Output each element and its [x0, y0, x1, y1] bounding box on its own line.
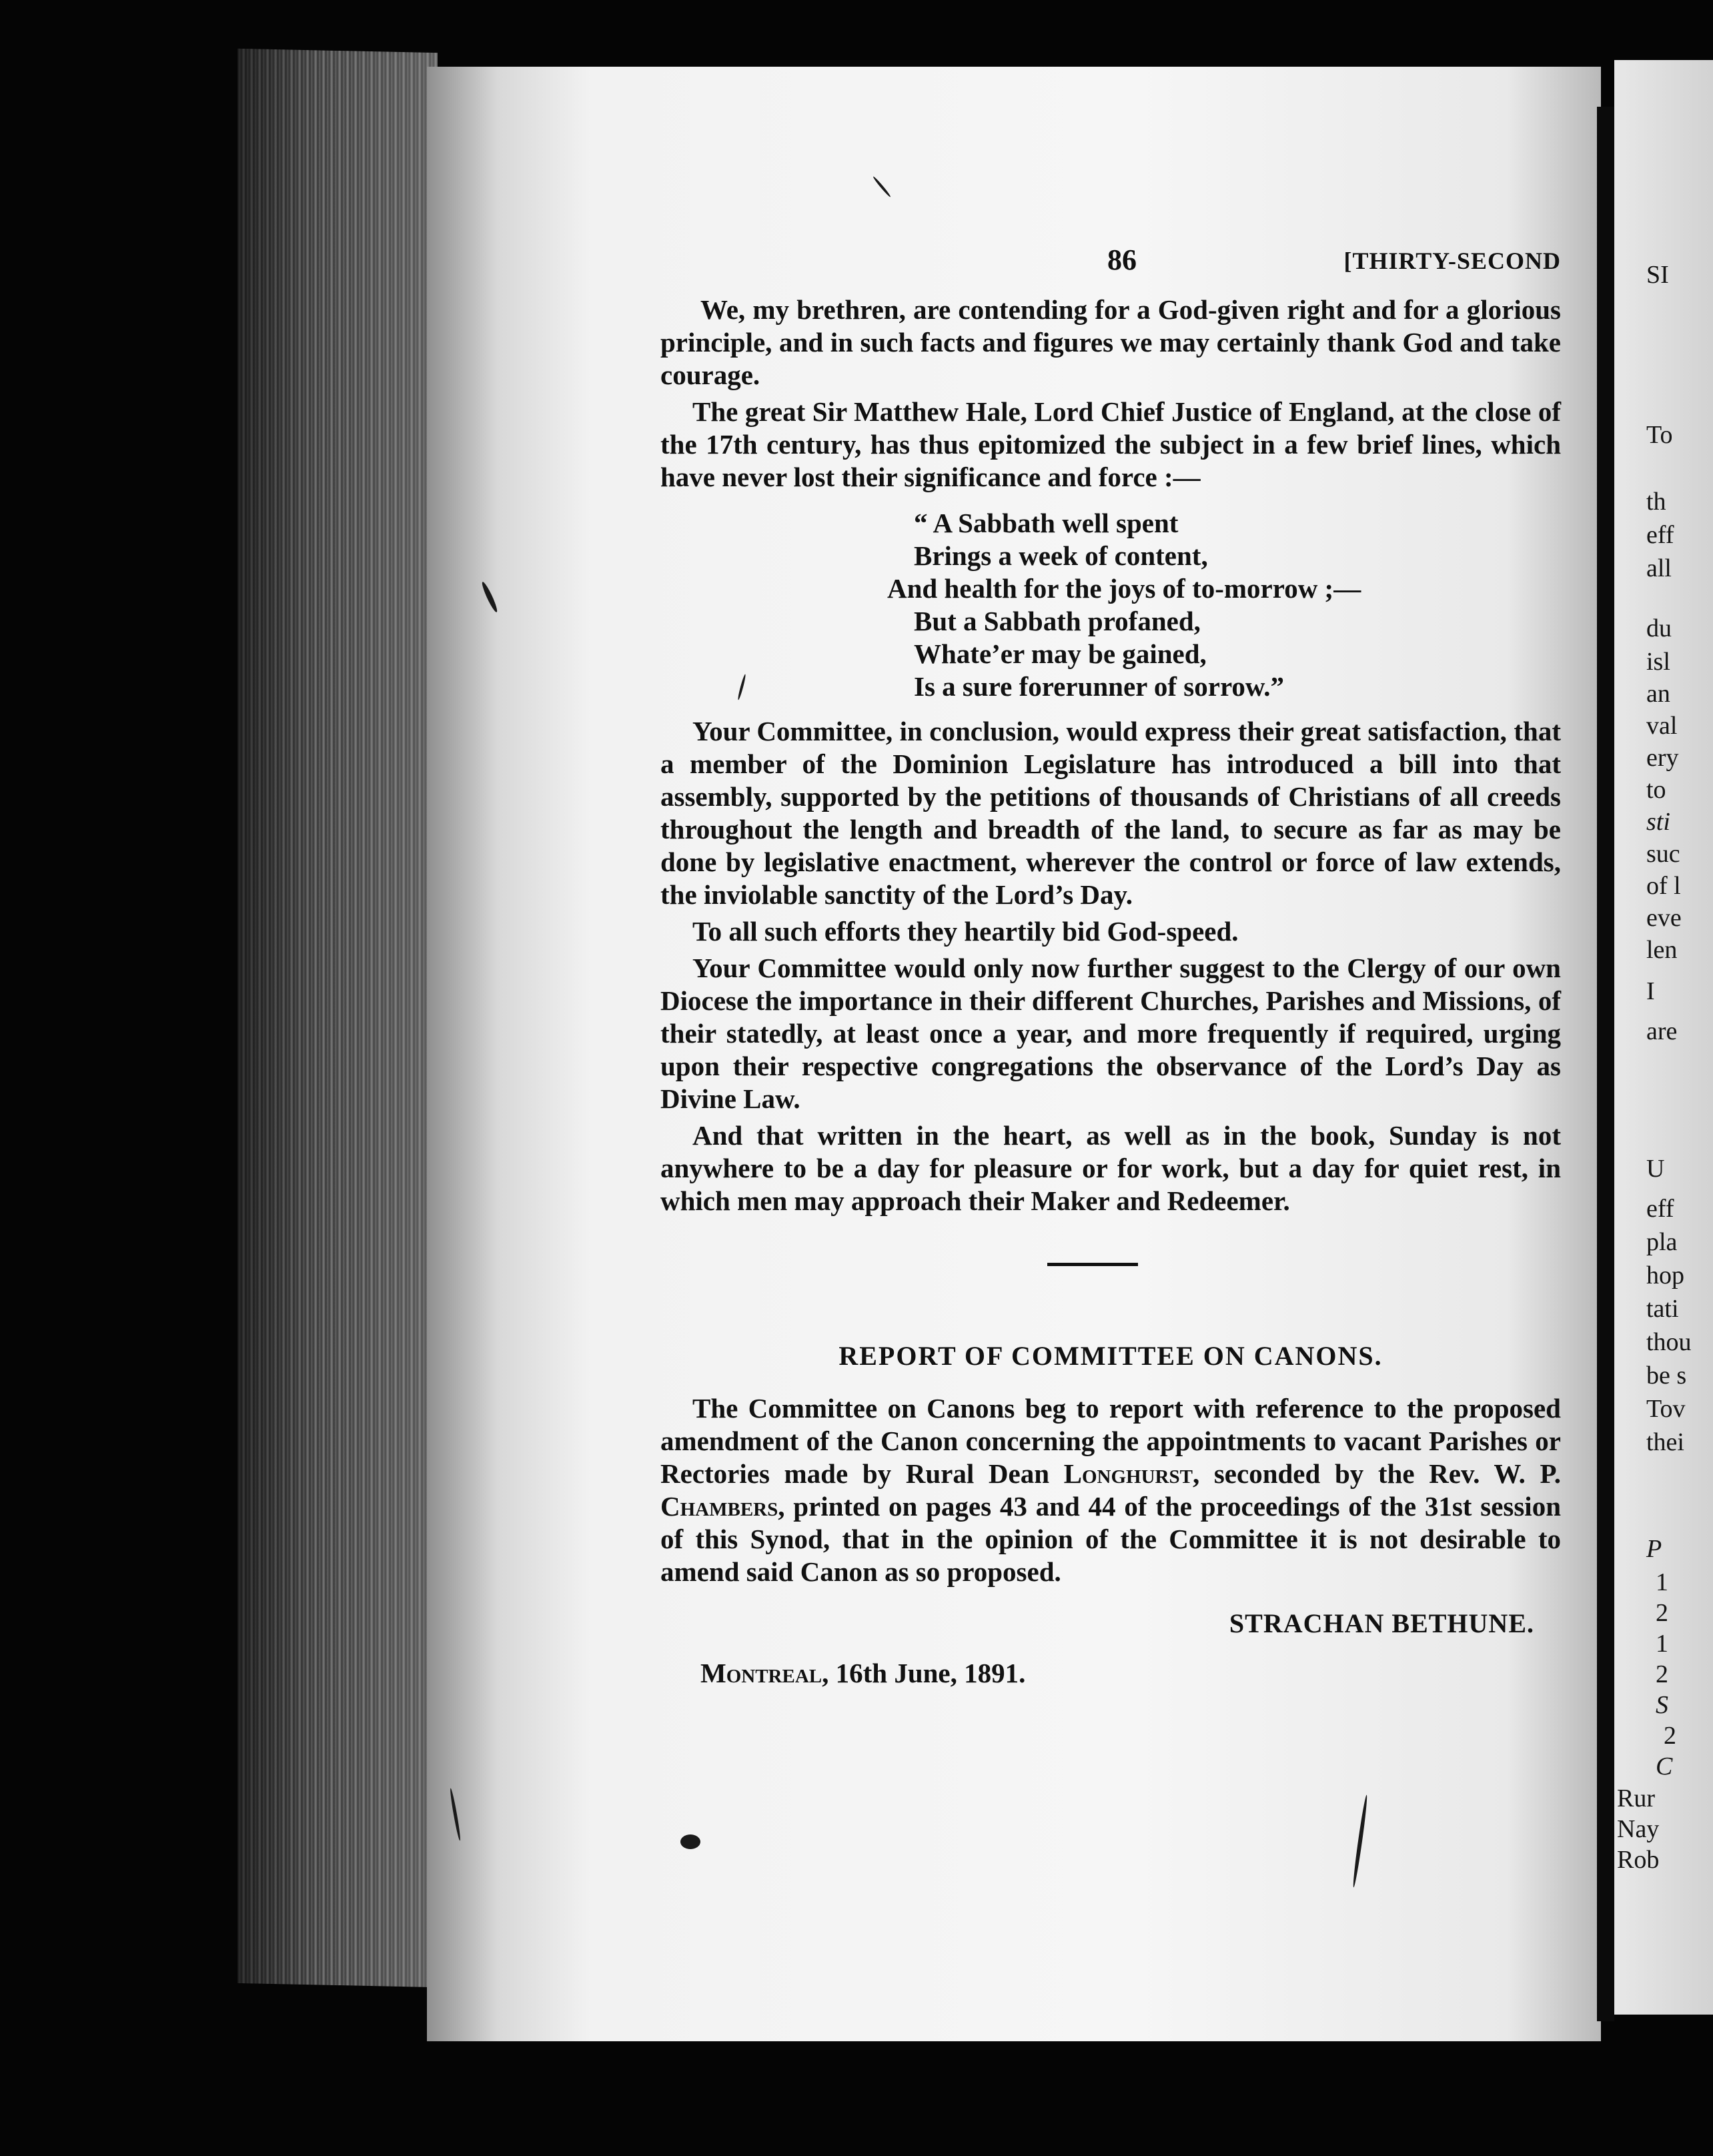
- facing-page-text: isl: [1646, 648, 1670, 676]
- facing-page-text: S: [1656, 1691, 1668, 1719]
- person-name: Longhurst: [1063, 1458, 1193, 1489]
- facing-page-text: thou: [1646, 1328, 1692, 1356]
- facing-page-text: P: [1646, 1535, 1662, 1563]
- page-body: [660, 294, 1561, 1690]
- date-place: Montreal: [700, 1658, 822, 1688]
- facing-page-text: thei: [1646, 1428, 1684, 1456]
- facing-page-text: len: [1646, 936, 1678, 964]
- scan-speck: [680, 1834, 700, 1849]
- facing-page-text: to: [1646, 776, 1666, 804]
- facing-page-text: Tov: [1646, 1395, 1686, 1423]
- report-title: REPORT OF COMMITTEE ON CANONS.: [838, 1341, 1383, 1371]
- facing-page-text: of l: [1646, 872, 1681, 900]
- facing-page-fragment: [1614, 60, 1713, 2015]
- poem-quote: [887, 507, 1561, 703]
- facing-page-text: hop: [1646, 1261, 1684, 1289]
- facing-page-text: To: [1646, 421, 1673, 449]
- facing-page-text: sti: [1646, 808, 1670, 836]
- facing-page-text: du: [1646, 614, 1672, 642]
- facing-page-text: U: [1646, 1155, 1665, 1183]
- dateline: [700, 1657, 1561, 1690]
- paragraph: Your Committee, in conclusion, would express their great satisfaction, that a member of the Dominion Legislature has introduced a bill into that assembly, supported by the petitions of thousands of Christians of all creeds throughout the length and breadth of the land, to secure as far as may be done by legislative enactment, wherever the control or force of law extends, the inviolable sanctity of the Lord’s Day.: [660, 716, 1561, 910]
- facing-page-text: be s: [1646, 1362, 1687, 1390]
- section-divider: [1047, 1263, 1138, 1266]
- facing-page-text: eve: [1646, 904, 1682, 932]
- poem-line: “ A Sabbath well spent: [914, 508, 1179, 538]
- facing-page-text: are: [1646, 1017, 1678, 1045]
- facing-page-text: pla: [1646, 1228, 1678, 1256]
- paragraph: The great Sir Matthew Hale, Lord Chief Justice of England, at the close of the 17th century, has thus epitomized the subject in a few brief lines, which have never lost their significance and force :—: [660, 396, 1561, 492]
- book-page-edges: [237, 49, 438, 1987]
- facing-page-text: val: [1646, 712, 1678, 740]
- report-text: , printed on pages 43 and 44 of the proceedings of the 31st session of this Synod, that in the opinion of the Committee it is not desirable to amend said Canon as so proposed.: [660, 1491, 1561, 1587]
- paragraph: Your Committee would only now further suggest to the Clergy of our own Diocese the importance in their different Churches, Parishes and Missions, of their statedly, at least once a year, and more frequently if required, urging upon their respective congregations the observance of the Lord’s Day as Divine Law.: [660, 953, 1561, 1114]
- report-paragraph: [660, 1392, 1561, 1588]
- facing-page-text: C: [1656, 1752, 1673, 1780]
- poem-line: Is a sure forerunner of sorrow.”: [914, 671, 1285, 702]
- facing-page-text: ery: [1646, 744, 1679, 772]
- paragraph: To all such efforts they heartily bid God-speed.: [692, 916, 1239, 947]
- report-text: The Committee on Canons beg to report with reference to the proposed amendment of the Canon concerning the appointments to vacant Parishes or Rectories made by Rural Dean: [660, 1393, 1561, 1489]
- date-text: , 16th June, 1891.: [822, 1658, 1026, 1688]
- facing-page-text: 2: [1656, 1599, 1668, 1627]
- poem-line: And health for the joys of to-morrow ;—: [887, 573, 1361, 604]
- facing-page-text: Rob: [1617, 1846, 1660, 1874]
- running-head: [THIRTY-SECOND: [1343, 247, 1561, 274]
- page-number: 86: [1107, 243, 1137, 276]
- facing-page-text: I: [1646, 977, 1655, 1005]
- poem-line: But a Sabbath profaned,: [914, 606, 1201, 636]
- page-header: [1107, 243, 1561, 283]
- poem-line: Brings a week of content,: [914, 540, 1208, 571]
- person-name: Chambers: [660, 1491, 778, 1522]
- facing-page-text: 1: [1656, 1568, 1668, 1596]
- page-gutter: [1597, 107, 1614, 2021]
- facing-page-text: all: [1646, 554, 1672, 582]
- facing-page-text: Rur: [1617, 1784, 1655, 1812]
- poem-line: Whate’er may be gained,: [914, 638, 1207, 669]
- facing-page-text: eff: [1646, 521, 1674, 549]
- facing-page-text: 2: [1664, 1722, 1676, 1750]
- signature: STRACHAN BETHUNE.: [1229, 1608, 1534, 1638]
- facing-page-text: tati: [1646, 1295, 1679, 1323]
- facing-page-text: SI: [1646, 261, 1669, 289]
- report-text: , seconded by the Rev. W. P.: [1192, 1458, 1562, 1489]
- facing-page-text: eff: [1646, 1195, 1674, 1223]
- facing-page-text: 2: [1656, 1660, 1668, 1688]
- facing-page-text: th: [1646, 488, 1666, 516]
- facing-page-text: 1: [1656, 1630, 1668, 1658]
- facing-page-text: suc: [1646, 840, 1680, 868]
- paragraph: And that written in the heart, as well as in the book, Sunday is not anywhere to be a day for pleasure or for work, but a day for quiet rest, in which men may approach their Maker and Redeemer.: [660, 1120, 1561, 1216]
- paragraph: We, my brethren, are contending for a God-given right and for a glorious principle, and in such facts and figures we may certainly thank God and take courage.: [660, 294, 1561, 390]
- facing-page-text: Nay: [1617, 1815, 1660, 1843]
- facing-page-text: an: [1646, 680, 1670, 708]
